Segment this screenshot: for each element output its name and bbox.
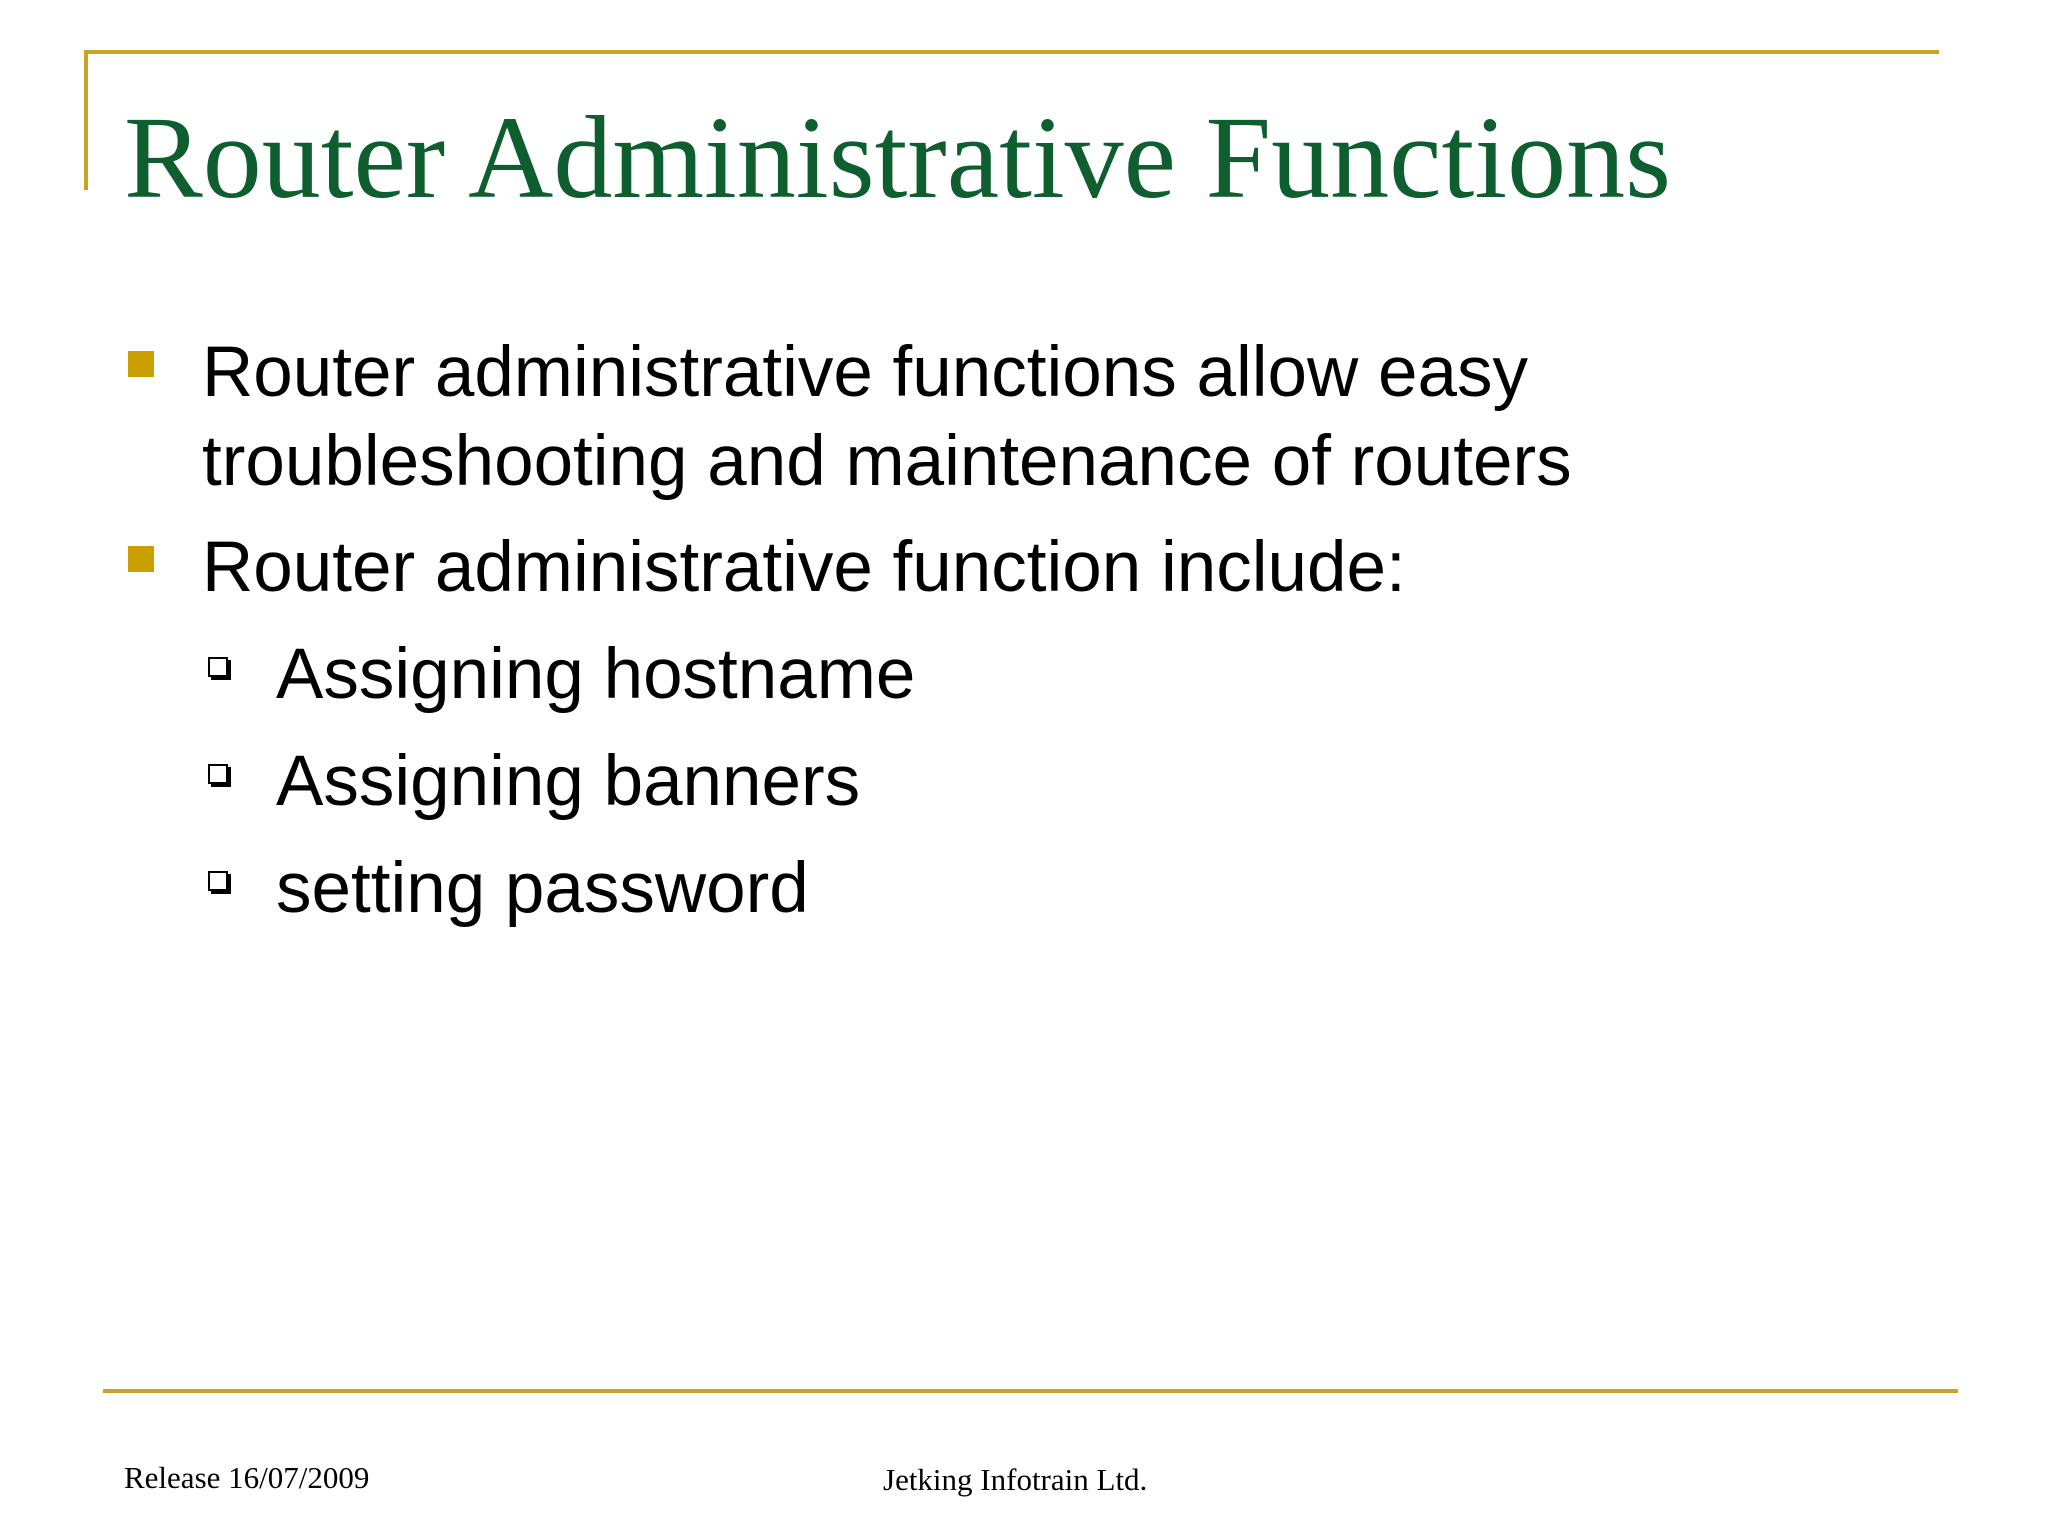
shadowed-box-bullet-icon — [208, 871, 228, 891]
sub-bullet-text: Assigning hostname — [276, 635, 916, 714]
bottom-rule — [103, 1389, 1958, 1393]
bullet-text: Router administrative functions allow easy troubleshooting and maintenance of routers — [202, 333, 1572, 501]
shadowed-box-bullet-icon — [208, 764, 228, 784]
sub-bullet-text: Assigning banners — [276, 742, 861, 821]
filled-square-bullet-icon — [128, 546, 154, 572]
slide-title: Router Administrative Functions — [124, 92, 1672, 223]
footer-company: Jetking Infotrain Ltd. — [883, 1462, 1148, 1497]
footer-release: Release 16/07/2009 — [124, 1460, 370, 1495]
bullet-text: Router administrative function include: — [202, 528, 1406, 607]
shadowed-box-bullet-icon — [208, 657, 228, 677]
sub-bullet-text: setting password — [276, 849, 809, 928]
filled-square-bullet-icon — [128, 351, 154, 377]
